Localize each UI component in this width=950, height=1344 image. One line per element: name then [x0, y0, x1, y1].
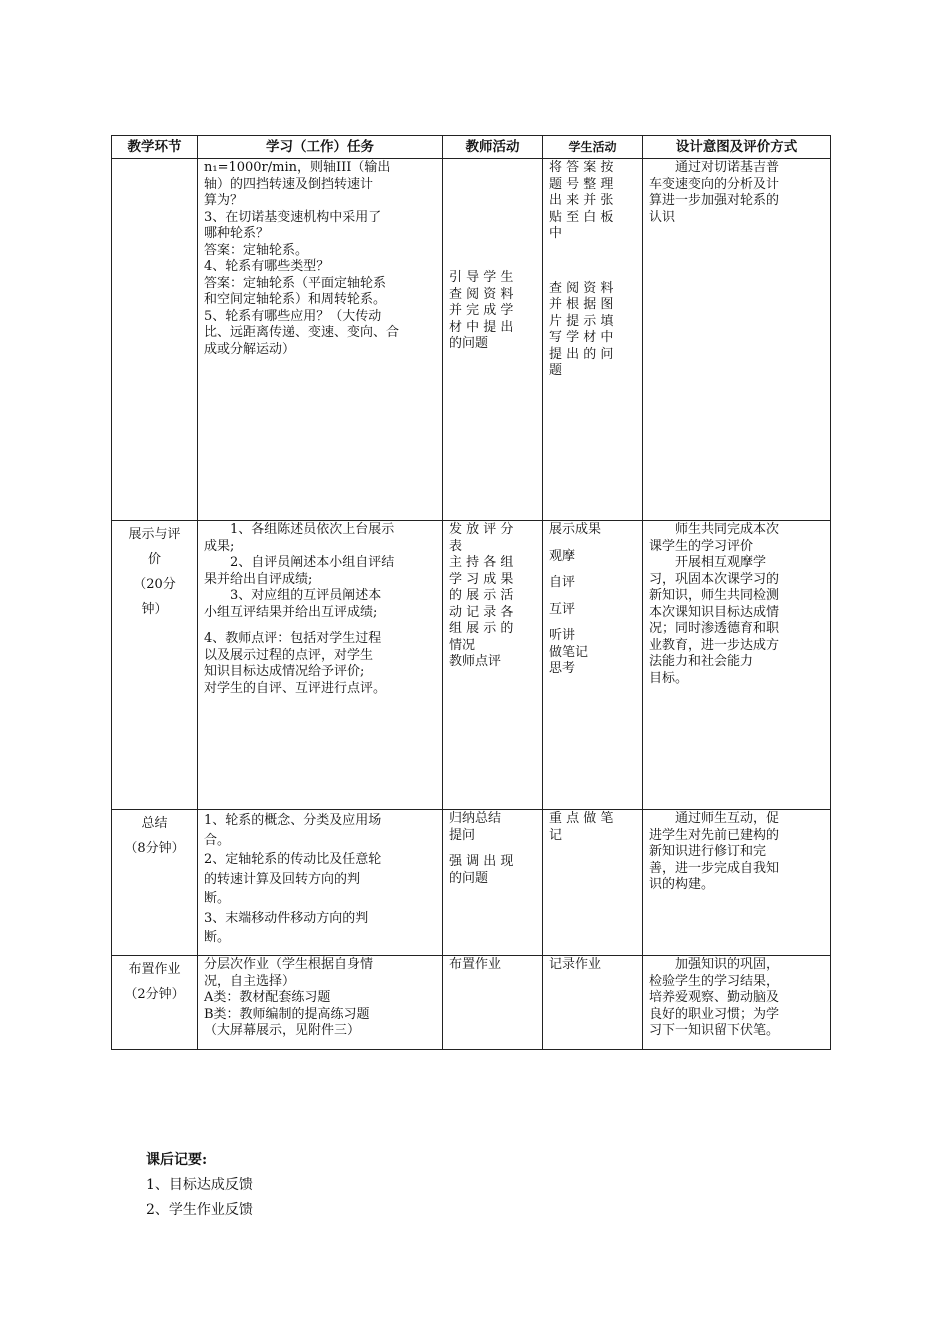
notes-item: 2、学生作业反馈 — [146, 1202, 253, 1218]
design-cell: 师生共同完成本次 课学生的学习评价 开展相互观摩学 习，巩固本次课学习的 新知识，师生共同检测 本次课知识目标达成情 况；同时渗透德育和职 业教育，进一步达成方 法能力和社会能力 目标。 — [643, 521, 831, 810]
student-cell: 重 点 做 笔 记 — [543, 810, 643, 956]
stage-cell: 展示与评 价 （20分 钟） — [112, 521, 198, 810]
stage-cell: 总结 （8分钟） — [112, 810, 198, 956]
table-header-row — [112, 136, 831, 159]
table-row — [112, 810, 831, 956]
student-cell: 展示成果 观摩 自评 互评 听讲 做笔记 思考 — [543, 521, 643, 810]
table-row — [112, 521, 831, 810]
stage-cell — [112, 159, 198, 521]
design-cell: 通过师生互动，促 进学生对先前已建构的 新知识进行修订和完 善，进一步完成自我知 识的构建。 — [643, 810, 831, 956]
teacher-cell: 引 导 学 生 查 阅 资 料 并 完 成 学 材 中 提 出 的问题 — [443, 159, 543, 521]
after-class-notes — [146, 1148, 253, 1223]
table-row — [112, 956, 831, 1050]
header-task: 学习（工作）任务 — [198, 136, 443, 159]
design-cell: 加强知识的巩固， 检验学生的学习结果， 培养爱观察、勤动脑及 良好的职业习惯；为学 习下一知识留下伏笔。 — [643, 956, 831, 1050]
header-teacher: 教师活动 — [443, 136, 543, 159]
header-stage: 教学环节 — [112, 136, 198, 159]
design-cell: 通过对切诺基吉普 车变速变向的分析及计 算进一步加强对轮系的 认识 — [643, 159, 831, 521]
student-cell: 记录作业 — [543, 956, 643, 1050]
student-cell: 将 答 案 按 题 号 整 理 出 来 并 张 贴 至 白 板 中 查 阅 资 料 并 根 据 图 片 提 示 填 写 学 材 中 提 出 的 问 题 — [543, 159, 643, 521]
teacher-cell: 发 放 评 分 表 主 持 各 组 学 习 成 果 的 展 示 活 动 记 录 各 组 展 示 的 情况 教师点评 — [443, 521, 543, 810]
stage-cell: 布置作业 （2分钟） — [112, 956, 198, 1050]
task-cell: 1、各组陈述员依次上台展示 成果; 2、自评员阐述本小组自评结 果并给出自评成绩; 3、对应组的互评员阐述本 小组互评结果并给出互评成绩; 4、教师点评：包括对学生过程 以及展示过程的点评，对学生 知识目标达成情况给予评价; 对学生的自评、互评进行点评。 — [198, 521, 443, 810]
notes-item: 1、目标达成反馈 — [146, 1177, 253, 1193]
lesson-plan-table — [111, 135, 831, 1050]
header-student: 学生活动 — [543, 136, 643, 159]
table-row — [112, 159, 831, 521]
header-design: 设计意图及评价方式 — [643, 136, 831, 159]
task-cell: 分层次作业（学生根据自身情 况，自主选择） A类：教材配套练习题 B类：教师编制的提高练习题 （大屏幕展示，见附件三） — [198, 956, 443, 1050]
teacher-cell: 布置作业 — [443, 956, 543, 1050]
task-cell: n₁=1000r/min，则轴III（输出 轴）的四挡转速及倒挡转速计 算为？ 3、在切诺基变速机构中采用了 哪种轮系？ 答案：定轴轮系。 4、轮系有哪些类型？ 答案：定轴轮系（平面定轴轮系 和空间定轴轮系）和周转轮系。 5、轮系有哪些应用？（大传动 比、远距离传递、变速、变向、合 成或分解运动） — [198, 159, 443, 521]
teacher-cell: 归纳总结 提问 强 调 出 现 的问题 — [443, 810, 543, 956]
task-cell: 1、轮系的概念、分类及应用场 合。 2、定轴轮系的传动比及任意轮 的转速计算及回转方向的判 断。 3、末端移动件移动方向的判 断。 — [198, 810, 443, 956]
notes-title: 课后记要: — [146, 1152, 208, 1168]
